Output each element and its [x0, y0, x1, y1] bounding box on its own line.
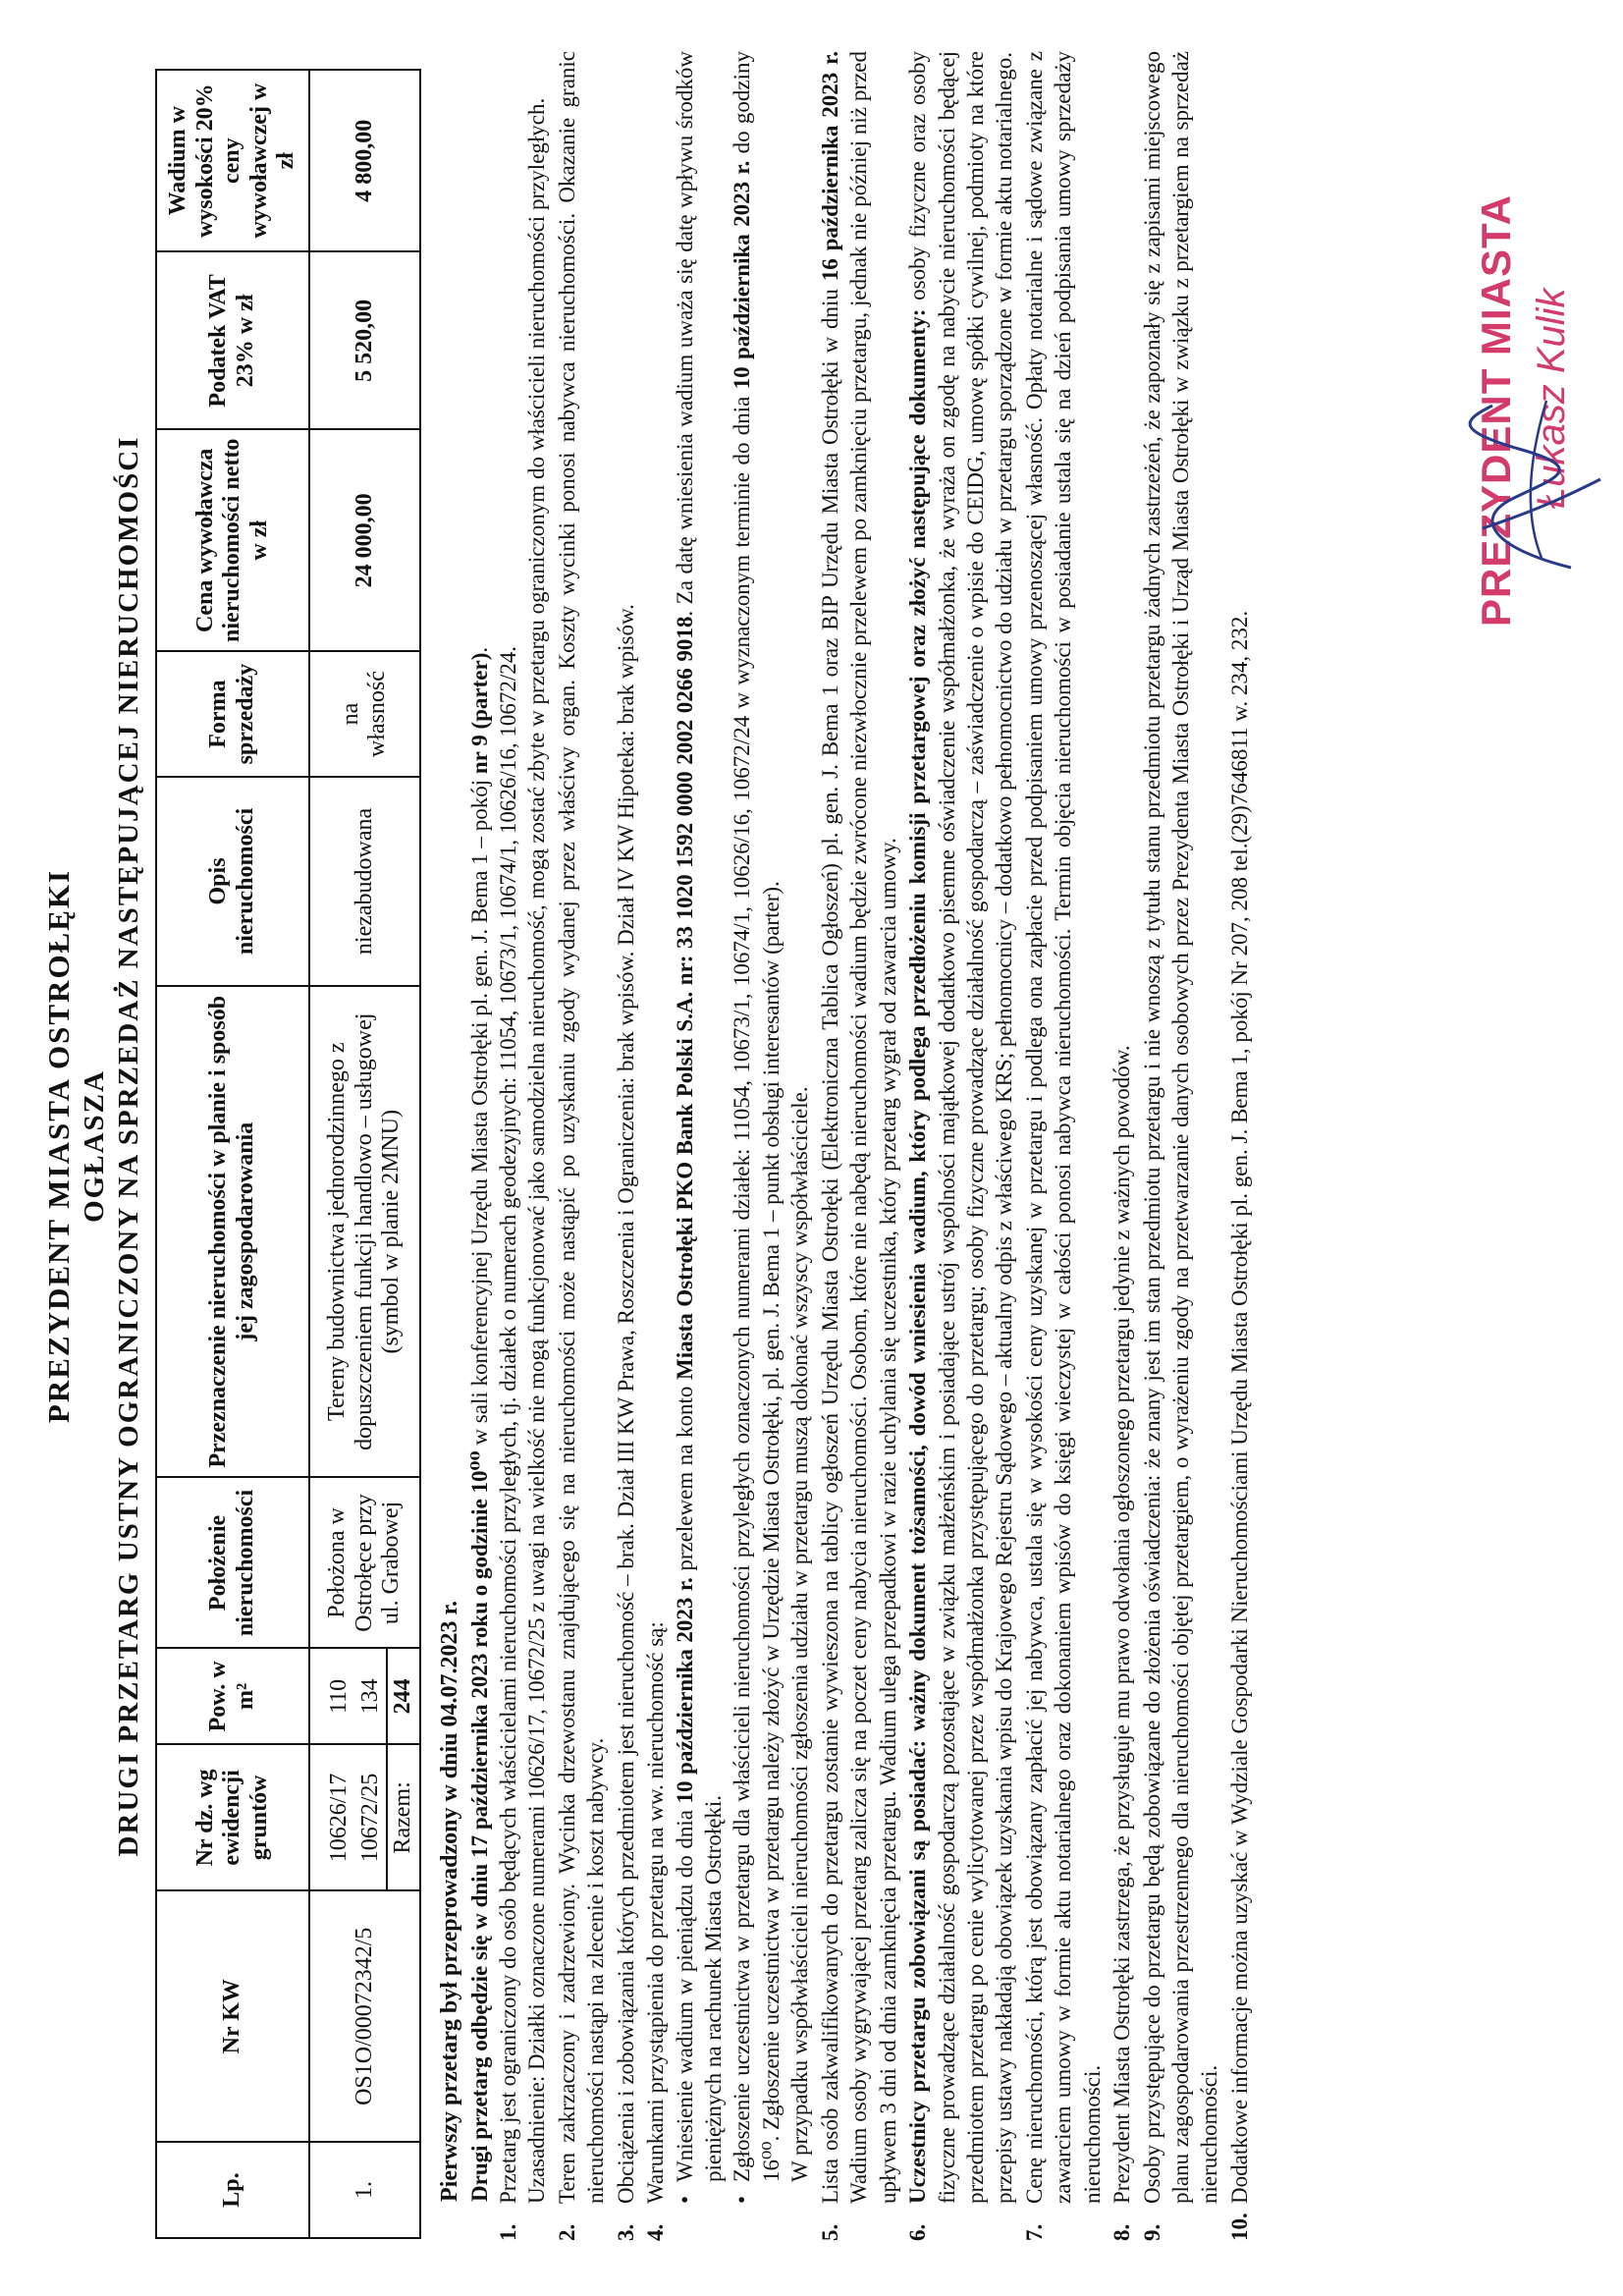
paragraph-text: Osoby przystępujące do przetargu będą zobowiązane do złożenia oświadczenia: że znany jest im stan przedmiotu przetargu i nie wnoszą z tytułu stanu przedmiotu przetargu żadnych zastrzeżeń, że zapoznały się z zapisami miejscowego planu zagospodarowania przestrzennego dla nieruchomości objętej przetargiem, o wyrażeniu zgody na przetwarzanie danych osobowych przez Prezydenta Miasta Ostrołęki i Urząd Miasta Ostrołęki w związku z przetargiem na sprzedaż nieruchomości. [1139, 51, 1222, 2204]
paragraph-5 [816, 51, 902, 2241]
col-header-kw: Nr KW [156, 1890, 309, 2142]
registration-text: Zgłoszenie uczestnictwa w przetargu dla właścicieli nieruchomości przyległych oznaczonych numerami działek: 11054, 10673/1, 10674/1, 10626/16, 10672/24 w wyznaczonym terminie do dnia [730, 389, 755, 2182]
paragraph-number: 1. [495, 2223, 520, 2241]
cell-total-value: 244 [387, 1648, 420, 1744]
paragraph-4 [641, 51, 815, 2241]
col-header-parcel: Nr dz. wg ewidencji gruntów [156, 1744, 309, 1890]
cell-parcel-2: 10672/25 [355, 1744, 388, 1890]
property-table [155, 69, 421, 2239]
tender-venue: w sali konferencyjnej Urzędu Miasta Ostrołęki pl. gen. J. Bema 1 – pokój [466, 774, 492, 1451]
cell-parcel-1: 10626/17 [309, 1744, 355, 1890]
col-header-area: Pow. w m² [156, 1648, 309, 1744]
paragraph-3 [612, 51, 640, 2241]
mayor-stamp [1473, 194, 1610, 627]
list-date: 16 października 2023 r. [817, 51, 842, 282]
tender-title: DRUGI PRZETARG USTNY OGRANICZONY NA SPRZEDAŻ NASTĘPUJĄCEJ NIERUCHOMOŚCI [113, 435, 144, 1857]
deposit-text: . Za datę wniesienia wadium uważa się datę wpływu środków pieniężnych na rachunek Miasta Ostrołęki. [672, 50, 726, 2182]
required-documents-heading: Uczestnicy przetargu zobowiązani są posiadać: ważny dokument tożsamości, dowód wniesienia wadium, który podlega przedłożeniu komisji przetargowej oraz złożyć następujące dokumenty: [905, 308, 931, 2204]
paragraph-text: Cenę nieruchomości, którą jest obowiązany zapłacić jej nabywca, ustala się w wysokości ceny uzyskanej w przetargu i podlega ona zapłacie przed podpisaniem umowy przenoszącej własność. Opłaty notarialne i sądowe związane z zawarciem umowy w formie aktu notarialnego oraz dokonaniem wpisów do księgi wieczystej w całości ponosi nabywca nieruchomości. Termin objęcia nieruchomości w posiadanie ustala się na dzień podpisania umowy sprzedaży nieruchomości. [1021, 51, 1105, 2204]
registration-text: do godziny 16⁰⁰. Zgłoszenie uczestnictwa w przetargu należy złożyć w Urzędzie Miasta Ostrołęki, pl. gen. J. Bema 1 – punkt obsługi interesantów (parter). [730, 51, 784, 2182]
bank-account: Miasta Ostrołęki PKO Bank Polski S.A. nr: 33 1020 1592 0000 2002 0266 9018 [672, 616, 697, 1381]
list-item [728, 51, 814, 2204]
tender-venue-end: . [466, 646, 492, 653]
paragraph-text: Prezydent Miasta Ostrołęki zastrzega, że przysługuje mu prawo odwołania ogłoszonego przetargu jedynie z ważnych powodów. [1109, 1045, 1135, 2204]
col-header-vat: Podatek VAT 23% w zł [156, 251, 309, 429]
cell-vat: 5 520,00 [309, 251, 420, 429]
col-header-sale-form: Forma sprzedaży [156, 651, 309, 777]
paragraph-text: Przetarg jest ograniczony do osób będących właścicielami nieruchomości przyległych, tj. działek o numerach geodezyjnych: 11054, 10673/1, 10674/1, 10626/16, 10672/24. [495, 646, 520, 2204]
paragraph-text: Obciążenia i zobowiązania których przedmiotem jest nieruchomość – brak. Dział III KW Prawa, Roszczenia i Ograniczenia: brak wpisów. Dział IV KW Hipoteka: brak wpisów. [613, 604, 638, 2204]
cell-kw: OS1O/00072342/5 [309, 1890, 420, 2142]
bullet-icon: • [672, 2195, 697, 2204]
paragraph-text: Dodatkowe informacje można uzyskać w Wydziale Gospodarki Nieruchomościami Urzędu Miasta Ostrołęki pl. gen. J. Bema 1, pokój Nr 207, 208 tel.(29)7646811 w. 234, 232. [1226, 610, 1252, 2204]
paragraph-6 [903, 51, 1019, 2241]
col-header-lp: Lp. [156, 2142, 309, 2238]
cell-area-1: 110 [309, 1648, 355, 1744]
deposit-text: przelewem na konto [672, 1380, 697, 1578]
deposit-text: Wniesienie wadium w pieniądzu do dnia [672, 1803, 697, 2182]
cell-lp: 1. [309, 2142, 420, 2238]
cell-total-label: Razem: [387, 1744, 420, 1890]
paragraph-number: 4. [643, 2223, 669, 2241]
page-content [41, 51, 1255, 2241]
col-header-price: Cena wywoławcza nieruchomości netto w zł [156, 429, 309, 651]
col-header-description: Opis nieruchomości [156, 777, 309, 986]
paragraph-number: 3. [613, 2223, 638, 2241]
cell-area-2: 134 [355, 1648, 388, 1744]
paragraph-text: Lista osób zakwalifikowanych do przetargu zostanie wywieszona na tablicy ogłoszeń Urzędu Miasta Ostrołęki (Elektroniczna Tablica Ogłoszeń) pl. gen. J. Bema 1 oraz BIP Urzędu Miasta Ostrołęki w dniu [817, 281, 842, 2204]
bullet-icon: • [730, 2195, 755, 2204]
col-header-purpose: Przeznaczenie nieruchomości w planie i sposób jej zagospodarowania [156, 986, 309, 1478]
conditions-section [435, 51, 1255, 2241]
paragraph-1 [494, 51, 552, 2241]
registration-text: W przypadku współwłaścicieli nieruchomości zgłoszenia udziału w przetargu muszą dokonać wszyscy współwłaściciele. [787, 1086, 813, 2182]
paragraph-7 [1020, 51, 1107, 2241]
stamp-name: Łukasz Kulik [1530, 288, 1573, 509]
table-row [309, 70, 355, 2238]
cell-purpose: Tereny budownictwa jednorodzinnego z dopuszczeniem funkcji handlowo – usługowej (symbol w planie 2MNU) [309, 986, 420, 1478]
col-header-location: Położenie nieruchomości [156, 1477, 309, 1648]
cell-description: niezabudowana [309, 777, 420, 986]
col-header-deposit: Wadium w wysokości 20% ceny wywoławczej w zł [156, 70, 309, 251]
first-tender-note: Pierwszy przetarg był przeprowadzony w dniu 04.07.2023 r. [436, 1601, 462, 2202]
paragraph-text: Wadium osoby wygrywającej przetarg zalicza się na poczet ceny nabycia nieruchomości. Osobom, które nie nabędą nieruchomości wadium będzie zwrócone niezwłocznie przelewem po zamknięciu przetargu, jednak nie później niż przed upływem 3 dni od dnia zamknięcia przetargu. Wadium ulega przepadkowi w razie uchylania się uczestnika, który przetarg wygrał od zawarcia umowy. [846, 51, 900, 2204]
paragraph-number: 10. [1226, 2213, 1252, 2241]
paragraph-number: 5. [817, 2223, 842, 2241]
paragraph-number: 7. [1021, 2223, 1047, 2241]
paragraph-number: 9. [1139, 2223, 1164, 2241]
deposit-date: 10 października 2023 r. [672, 1577, 697, 1804]
paragraph-2 [553, 51, 611, 2241]
paragraph-text: Uzasadnienie: Działki oznaczone numerami 10626/17, 10672/25 z uwagi na wielkość nie mogą funkcjonować jako samodzielna nieruchomość, mogą zostać zbyte w przetargu ograniczonym do właścicieli nieruchomości przyległych. [524, 97, 550, 2204]
signature-icon [1453, 391, 1610, 587]
stamp-title: PREZYDENT MIASTA [1473, 194, 1519, 627]
cell-price: 24 000,00 [309, 429, 420, 651]
table-header-row [156, 70, 309, 2238]
paragraph-number: 2. [554, 2223, 579, 2241]
paragraph-9 [1138, 51, 1224, 2241]
announces-heading: OGŁASZA [79, 1069, 110, 1223]
paragraph-text: osoby fizyczne oraz osoby fizyczne prowadzące działalność gospodarczą pozostające w związku małżeńskim i posiadające ustrój wspólności majątkowej dodatkowo pisemne oświadczenie współmałżonka, że wyraża on zgodę na nabycie nieruchomości będącej przedmiotem przetargu po cenie wylicytowanej przez współmałżonka przystępującego do przetargu; osoby fizyczne prowadzące działalność gospodarczą – zaświadczenie o wpisie do CEIDG, umowę spółki cywilnej, podmioty na które przepisy ustawy nakładają obowiązek uzyskania wpisu do Krajowego Rejestru Sądowego – aktualny odpis z właściwego KRS; pełnomocnicy – dodatkowo pełnomocnictwo do udziału w przetargu sporządzone w formie aktu notarialnego. [905, 51, 1017, 2204]
paragraph-number: 6. [905, 2223, 931, 2241]
tender-room: nr 9 (parter) [466, 652, 492, 775]
cell-sale-form: na własność [309, 651, 420, 777]
issuer-heading: PREZYDENT MIASTA OSTROŁĘKI [41, 868, 76, 1424]
paragraph-8 [1108, 51, 1136, 2241]
second-tender-note [465, 51, 494, 2202]
cell-deposit: 4 800,00 [309, 70, 420, 251]
paragraph-text: Teren zakrzaczony i zadrzewiony. Wycinka drzewostanu znajdującego się na nieruchomości może nastąpić po uzyskaniu zgody wydanej przez właściwy organ. Koszty wycinki ponosi nabywca nieruchomości. Okazanie granic nieruchomości nastąpi na zlecenie i koszt nabywcy. [554, 51, 609, 2204]
paragraph-10 [1225, 51, 1254, 2241]
registration-date: 10 października 2023 r. [730, 160, 755, 390]
cell-location: Położona w Ostrołęce przy ul. Grabowej [309, 1477, 420, 1648]
list-item [671, 51, 729, 2204]
tender-date: Drugi przetarg odbędzie się w dniu 17 października 2023 roku o godzinie 10⁰⁰ [466, 1450, 492, 2202]
paragraph-text: Warunkami przystąpienia do przetargu na ww. nieruchomość są: [643, 1621, 669, 2204]
paragraph-number: 8. [1109, 2223, 1135, 2241]
